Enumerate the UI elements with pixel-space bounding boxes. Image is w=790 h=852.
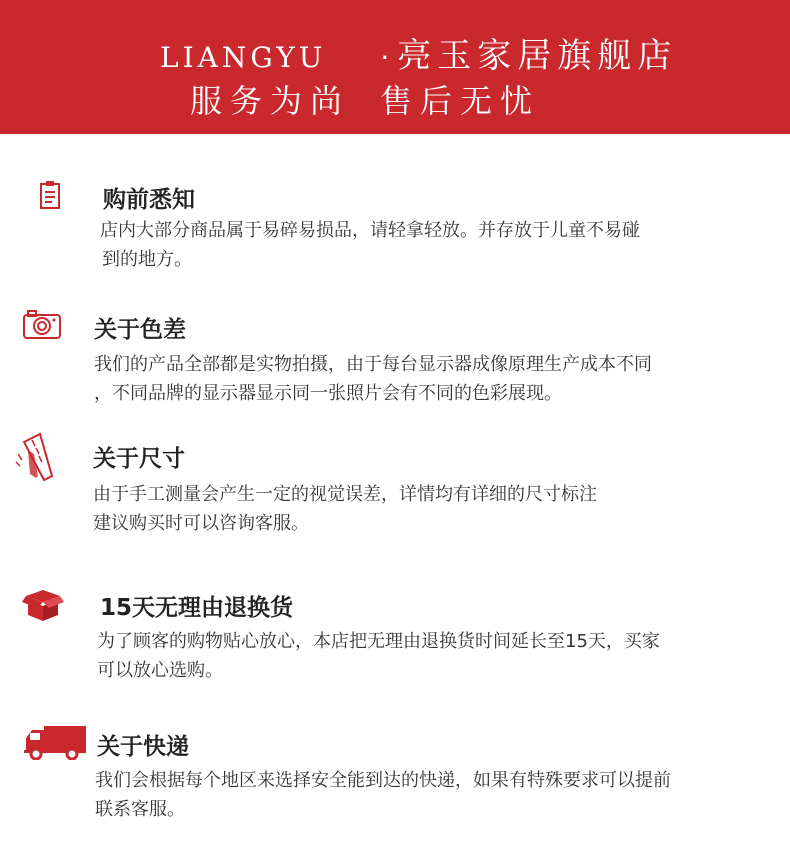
store-name: 亮玉家居旗舰店 — [397, 36, 678, 76]
camera-icon — [22, 308, 62, 344]
section-body — [95, 766, 671, 824]
section-body — [97, 627, 660, 685]
brand-english-name: LIANGYU — [160, 41, 327, 74]
notepad-icon — [38, 180, 62, 214]
body-line: ，不同品牌的显示器显示同一张照片会有不同的色彩展现。 — [94, 383, 562, 404]
section-body — [94, 350, 652, 408]
body-line: 我们的产品全部都是实物拍摄，由于每台显示器成像原理生产成本不同 — [94, 354, 652, 375]
brand-line — [160, 28, 677, 77]
body-line: 联系客服。 — [95, 799, 185, 820]
slogan — [190, 76, 540, 122]
section-body — [100, 216, 640, 274]
body-line: 建议购买时可以咨询客服。 — [93, 513, 309, 534]
header-banner — [0, 0, 790, 134]
body-line: 可以放心选购。 — [97, 660, 223, 681]
slogan-left: 服务为尚 — [190, 82, 351, 120]
open-box-icon — [22, 588, 64, 626]
body-line: 由于手工测量会产生一定的视觉误差，详情均有详细的尺寸标注 — [93, 484, 597, 505]
section-title: 购前悉知 — [103, 187, 195, 213]
delivery-truck-icon — [24, 724, 88, 764]
section-title: 15天无理由退换货 — [100, 595, 294, 621]
body-line: 店内大部分商品属于易碎易损品，请轻拿轻放。并存放于儿童不易碰 — [100, 220, 640, 241]
body-line: 我们会根据每个地区来选择安全能到达的快递，如果有特殊要求可以提前 — [95, 770, 671, 791]
body-line: 为了顾客的购物贴心放心，本店把无理由退换货时间延长至15天，买家 — [97, 631, 660, 652]
slogan-right: 售后无忧 — [380, 82, 541, 120]
section-title: 关于快递 — [97, 734, 189, 760]
pencil-ruler-icon — [14, 430, 58, 486]
section-title: 关于尺寸 — [93, 446, 185, 472]
body-line: 到的地方。 — [102, 249, 192, 270]
brand-separator-dot: · — [380, 41, 390, 74]
section-title: 关于色差 — [94, 317, 186, 343]
section-body — [93, 480, 597, 538]
